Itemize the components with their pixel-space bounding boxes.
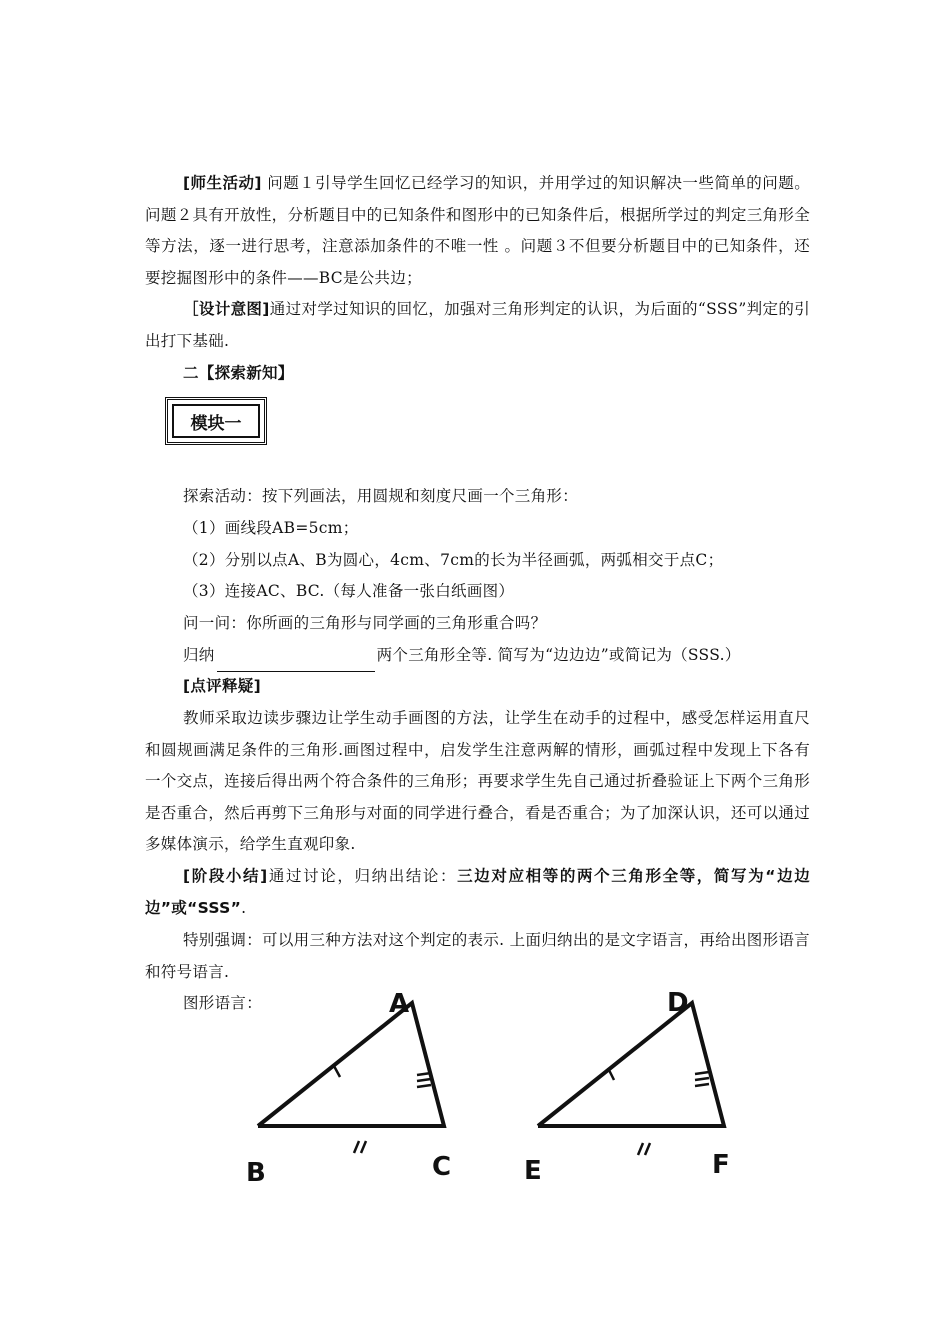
vertex-label-a: A — [389, 989, 410, 1019]
tick-mark-double-2 — [361, 1141, 366, 1153]
emphasis-paragraph: 特别强调：可以用三种方法对这个判定的表示. 上面归纳出的是文字语言，再给出图形语言和符号语言. — [145, 931, 810, 981]
vertex-label-e: E — [524, 1156, 542, 1186]
tick-mark-triple-1 — [695, 1072, 709, 1074]
activity-intro: 探索活动：按下列画法，用圆规和刻度尺画一个三角形： — [183, 487, 579, 505]
vertex-label-b: B — [246, 1158, 266, 1188]
tick-mark-single — [334, 1066, 340, 1077]
tick-mark-double-1 — [354, 1141, 359, 1153]
text-design-intent: 通过对学过知识的回忆，加强对三角形判定的认识，为后面的“SSS”判定的引出打下基础. — [145, 300, 810, 350]
summary-conclusion: 三边对应相等的两个三角形全等，简写为“边边边”或“SSS” — [145, 867, 810, 917]
tag-stage-summary: [阶段小结] — [183, 867, 268, 885]
triangle-def-outline — [538, 1003, 724, 1126]
activity-step-2: （2）分别以点A、B为圆心，4cm、7cm的长为半径画弧，两弧相交于点C； — [183, 551, 724, 569]
summary-end: . — [241, 898, 247, 917]
module-label: 模块一 — [172, 404, 260, 438]
summary-text: 通过讨论，归纳出结论： — [267, 867, 458, 885]
induce-suffix: 两个三角形全等. 简写为“边边边”或简记为（SSS.） — [376, 646, 741, 664]
tick-mark-double-2 — [645, 1143, 650, 1155]
tick-mark-double-1 — [638, 1143, 643, 1155]
vertex-label-f: F — [712, 1150, 730, 1180]
text-teacher-student-activity: 问题１引导学生回忆已经学习的知识，并用学过的知识解决一些简单的问题。问题２具有开放性，分析题目中的已知条件和图形中的已知条件后，根据所学过的判定三角形全等方法，逐一进行思考，注意添加条件的不唯一性 。问题３不但要分析题目中的已知条件，还要挖掘图形中的条件——BC是公共边； — [145, 174, 811, 287]
activity-step-3: （3）连接AC、BC.（每人准备一张白纸画图） — [183, 582, 515, 600]
induce-prefix: 归纳 — [183, 646, 215, 664]
activity-question: 问一问：你所画的三角形与同学画的三角形重合吗？ — [183, 614, 547, 632]
section-title: 二【探索新知】 — [183, 364, 294, 382]
figure-language-label: 图形语言： — [183, 994, 263, 1012]
triangle-def — [524, 988, 730, 1186]
comment-text: 教师采取边读步骤边让学生动手画图的方法，让学生在动手的过程中，感受怎样运用直尺和圆规画满足条件的三角形.画图过程中，启发学生注意两解的情形，画弧过程中发现上下各有一个交点，连接后得出两个符合条件的三角形；再要求学生先自己通过折叠验证上下两个三角形是否重合，然后再剪下三角形与对面的同学进行叠合，看是否重合；为了加深认识，还可以通过多媒体演示，给学生直观印象. — [145, 709, 810, 853]
vertex-label-d: D — [667, 988, 689, 1018]
tick-mark-triple-2 — [417, 1079, 431, 1081]
tick-mark-triple-3 — [695, 1084, 709, 1086]
triangle-abc — [246, 989, 451, 1188]
tick-mark-triple-2 — [695, 1078, 709, 1080]
tag-teacher-student-activity: [师生活动] — [183, 174, 262, 192]
comment-tag: [点评释疑] — [183, 677, 261, 695]
tag-design-intent: ［设计意图] — [183, 300, 270, 318]
tick-mark-triple-3 — [417, 1085, 431, 1087]
triangle-abc-outline — [258, 1003, 444, 1126]
vertex-label-c: C — [432, 1152, 452, 1182]
activity-step-1: （1）画线段AB=5cm； — [183, 519, 359, 537]
